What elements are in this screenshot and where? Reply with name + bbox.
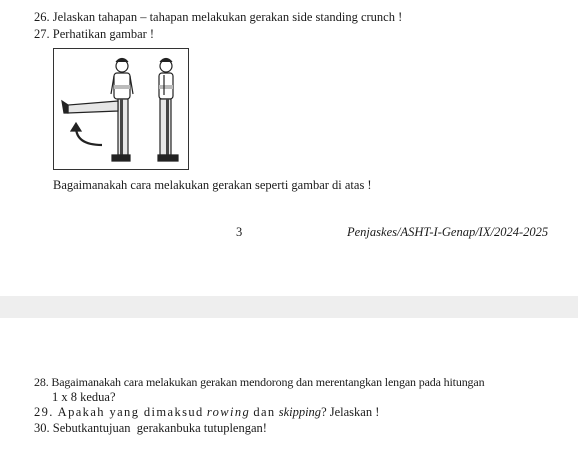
question-29: [34, 405, 379, 420]
question-29-prefix: 29. Apakah yang dimaksud: [34, 405, 204, 419]
leg-raise-exercise-icon: [54, 49, 188, 169]
page-separator: [0, 296, 578, 318]
question-30: 30. Sebutkantujuan gerakanbuka tutuplengan!: [34, 421, 267, 435]
question-29-skipping: skipping: [278, 405, 322, 419]
page-number: 3: [236, 225, 243, 239]
question-28: 28. Bagaimanakah cara melakukan gerakan mendorong dan merentangkan lengan pada hitungan: [34, 375, 485, 389]
question-29-suffix: ? Jelaskan !: [321, 405, 380, 419]
question-29-rowing: rowing: [206, 405, 251, 419]
question-28-continued: 1 x 8 kedua?: [52, 390, 116, 404]
question-27-text: Bagaimanakah cara melakukan gerakan seperti gambar di atas !: [53, 178, 372, 192]
document-code: Penjaskes/ASHT-I-Genap/IX/2024-2025: [347, 225, 549, 239]
question-29-mid: dan: [253, 405, 276, 419]
question-26: 26. Jelaskan tahapan – tahapan melakukan gerakan side standing crunch !: [34, 10, 403, 24]
exercise-illustration: [53, 48, 189, 170]
question-27: 27. Perhatikan gambar !: [34, 27, 155, 41]
